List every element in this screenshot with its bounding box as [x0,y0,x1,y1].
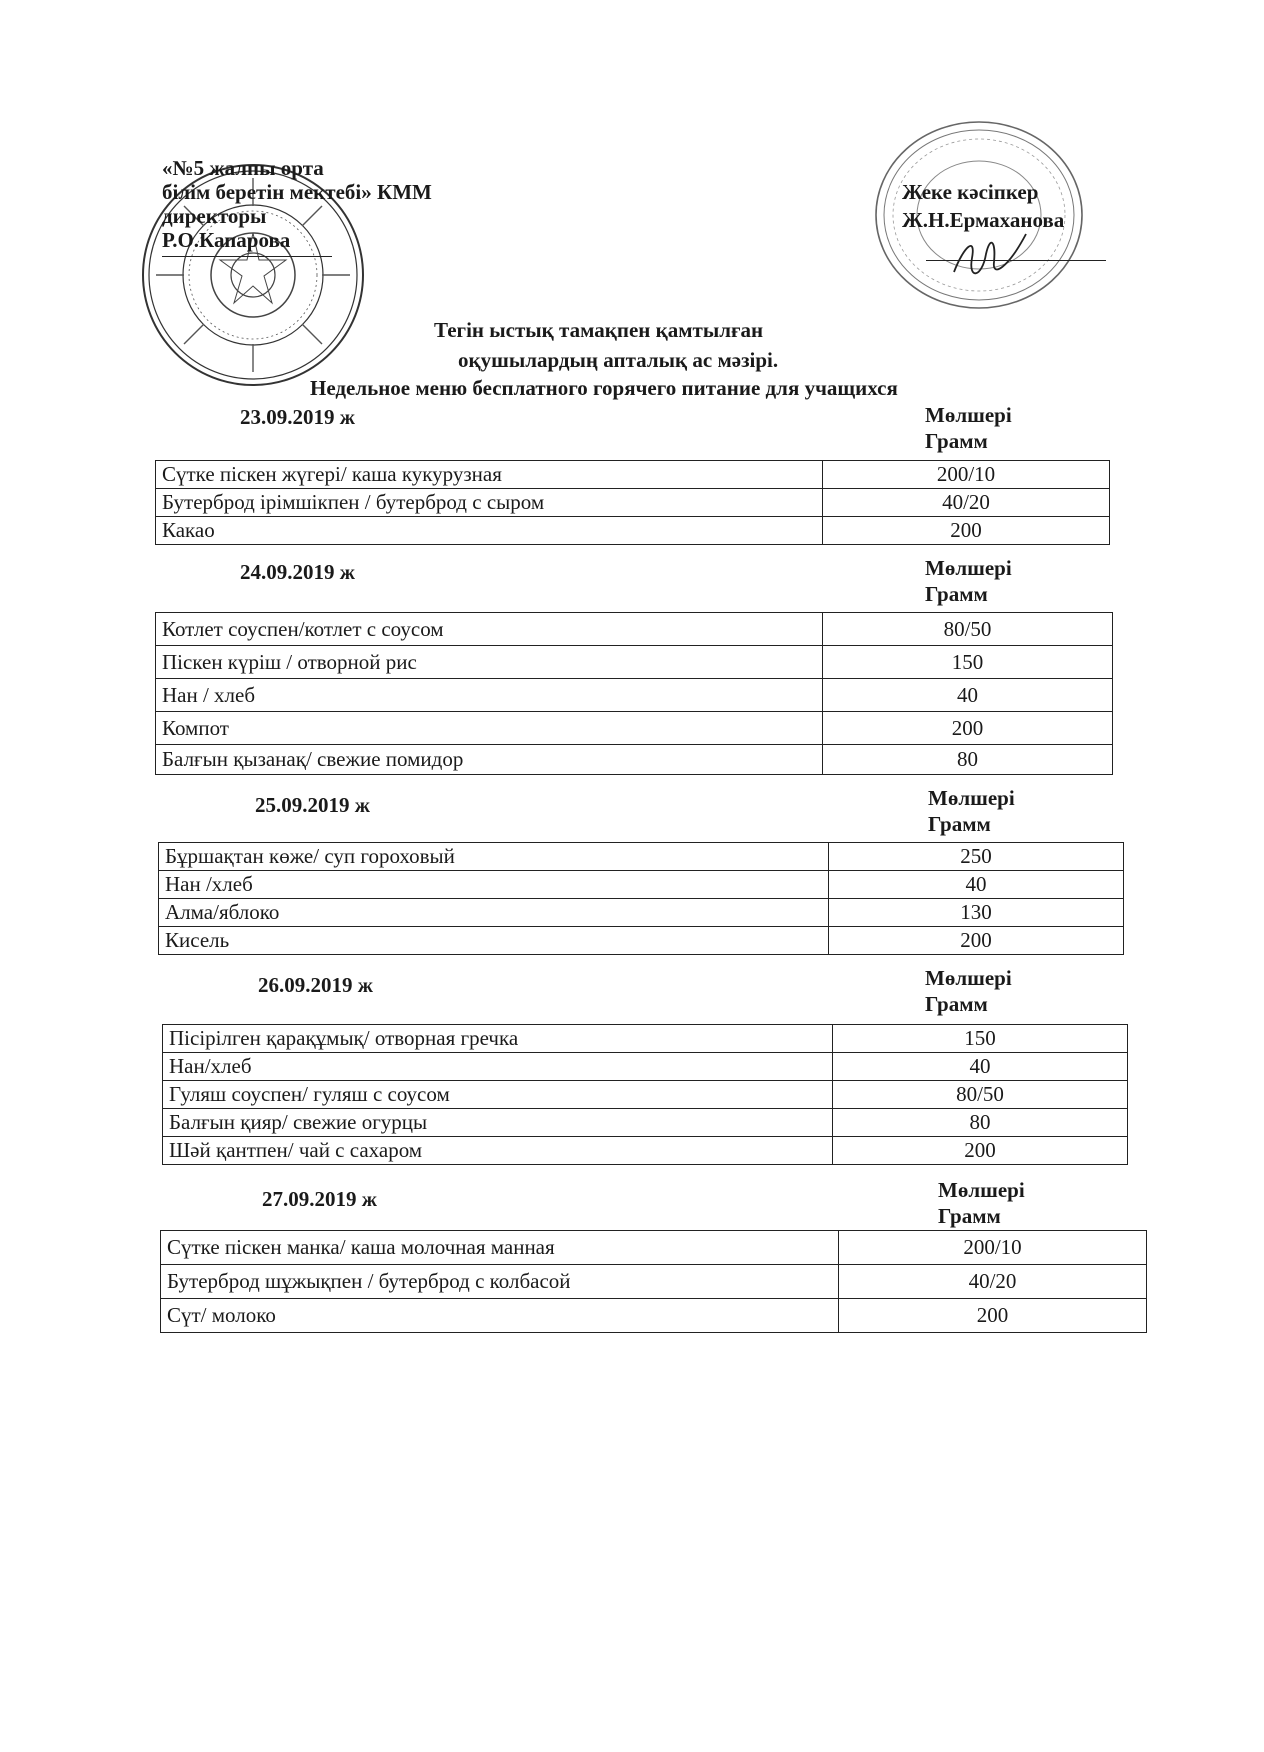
dish-name: Пісірілген қарақұмық/ отворная гречка [163,1025,833,1053]
dish-name: Сүтке піскен манка/ каша молочная манная [161,1231,839,1265]
day-date: 25.09.2019 ж [255,793,370,817]
table-row [156,745,1113,775]
dish-amount: 200 [833,1137,1128,1165]
dish-name: Піскен күріш / отворной рис [156,646,823,679]
quantity-label: Мөлшері [938,1178,1025,1202]
entrepreneur-name: Ж.Н.Ермаханова [902,208,1065,232]
quantity-header [938,1177,1025,1229]
dish-name: Какао [156,517,823,545]
dish-name: Бұршақтан көже/ суп гороховый [159,843,829,871]
quantity-header [925,555,1012,607]
menu-table [155,460,1110,545]
menu-table [155,612,1113,775]
quantity-header [928,785,1015,837]
table-row [156,517,1110,545]
table-row [159,899,1124,927]
dish-name: Бутерброд шұжықпен / бутерброд с колбасой [161,1265,839,1299]
dish-name: Компот [156,712,823,745]
dish-amount: 80 [833,1109,1128,1137]
dish-amount: 200 [829,927,1124,955]
table-row [156,613,1113,646]
table-row [161,1299,1147,1333]
table-row [156,712,1113,745]
day-date: 26.09.2019 ж [258,973,373,997]
quantity-label: Мөлшері [925,403,1012,427]
day-header [0,405,1264,453]
dish-amount: 250 [829,843,1124,871]
day-date: 23.09.2019 ж [240,405,355,429]
dish-amount: 200/10 [839,1231,1147,1265]
day-date: 24.09.2019 ж [240,560,355,584]
director-name: Р.О.Капарова [162,228,291,252]
table-row [163,1053,1128,1081]
dish-name: Нан /хлеб [159,871,829,899]
table-row [159,871,1124,899]
title-russian: Недельное меню бесплатного горячего питание для учащихся [310,376,898,400]
dish-amount: 40 [829,871,1124,899]
dish-name: Бутерброд ірімшікпен / бутерброд с сыром [156,489,823,517]
dish-amount: 80 [823,745,1113,775]
director-title: директоры [162,204,267,228]
table-row [161,1231,1147,1265]
dish-amount: 40 [823,679,1113,712]
table-row [159,843,1124,871]
grams-label: Грамм [938,1204,1001,1228]
title-kazakh-line1: Тегін ыстық тамақпен қамтылған [434,318,764,342]
quantity-header [925,402,1012,454]
dish-name: Балғын қызанақ/ свежие помидор [156,745,823,775]
table-row [156,646,1113,679]
dish-amount: 150 [823,646,1113,679]
day-date: 27.09.2019 ж [262,1187,377,1211]
dish-amount: 40/20 [823,489,1110,517]
grams-label: Грамм [925,992,988,1016]
dish-name: Алма/яблоко [159,899,829,927]
menu-table [162,1024,1128,1165]
dish-amount: 40/20 [839,1265,1147,1299]
entrepreneur-signature-line [926,260,1106,261]
day-header [0,556,1264,608]
day-header [0,966,1264,1021]
quantity-label: Мөлшері [928,786,1015,810]
quantity-label: Мөлшері [925,556,1012,580]
title-kazakh-line2: оқушылардың апталық ас мәзірі. [458,348,779,372]
school-name-line2: білім беретін мектебі» КММ [162,180,432,204]
dish-name: Сүт/ молоко [161,1299,839,1333]
grams-label: Грамм [928,812,991,836]
menu-table [160,1230,1147,1333]
dish-name: Шәй қантпен/ чай с сахаром [163,1137,833,1165]
table-row [156,679,1113,712]
approval-block-school [162,156,432,257]
grams-label: Грамм [925,582,988,606]
grams-label: Грамм [925,429,988,453]
dish-amount: 130 [829,899,1124,927]
dish-amount: 40 [833,1053,1128,1081]
table-row [159,927,1124,955]
day-header [0,786,1264,841]
menu-table [158,842,1124,955]
dish-amount: 200 [839,1299,1147,1333]
table-row [161,1265,1147,1299]
table-row [156,461,1110,489]
quantity-header [925,965,1012,1017]
dish-amount: 200/10 [823,461,1110,489]
table-row [163,1081,1128,1109]
dish-amount: 80/50 [823,613,1113,646]
dish-amount: 150 [833,1025,1128,1053]
dish-name: Гуляш соуспен/ гуляш с соусом [163,1081,833,1109]
dish-name: Нан/хлеб [163,1053,833,1081]
quantity-label: Мөлшері [925,966,1012,990]
approval-block-entrepreneur [902,178,1106,261]
day-header [0,1178,1264,1235]
dish-name: Сүтке піскен жүгері/ каша кукурузная [156,461,823,489]
dish-name: Котлет соуспен/котлет с соусом [156,613,823,646]
director-signature-line [162,256,332,257]
dish-name: Балғын қияр/ свежие огурцы [163,1109,833,1137]
dish-amount: 200 [823,712,1113,745]
entrepreneur-title: Жеке кәсіпкер [902,180,1039,204]
dish-name: Нан / хлеб [156,679,823,712]
table-row [163,1109,1128,1137]
dish-amount: 200 [823,517,1110,545]
school-name-line1: «№5 жалпы орта [162,156,324,180]
table-row [163,1137,1128,1165]
dish-name: Кисель [159,927,829,955]
table-row [163,1025,1128,1053]
dish-amount: 80/50 [833,1081,1128,1109]
table-row [156,489,1110,517]
